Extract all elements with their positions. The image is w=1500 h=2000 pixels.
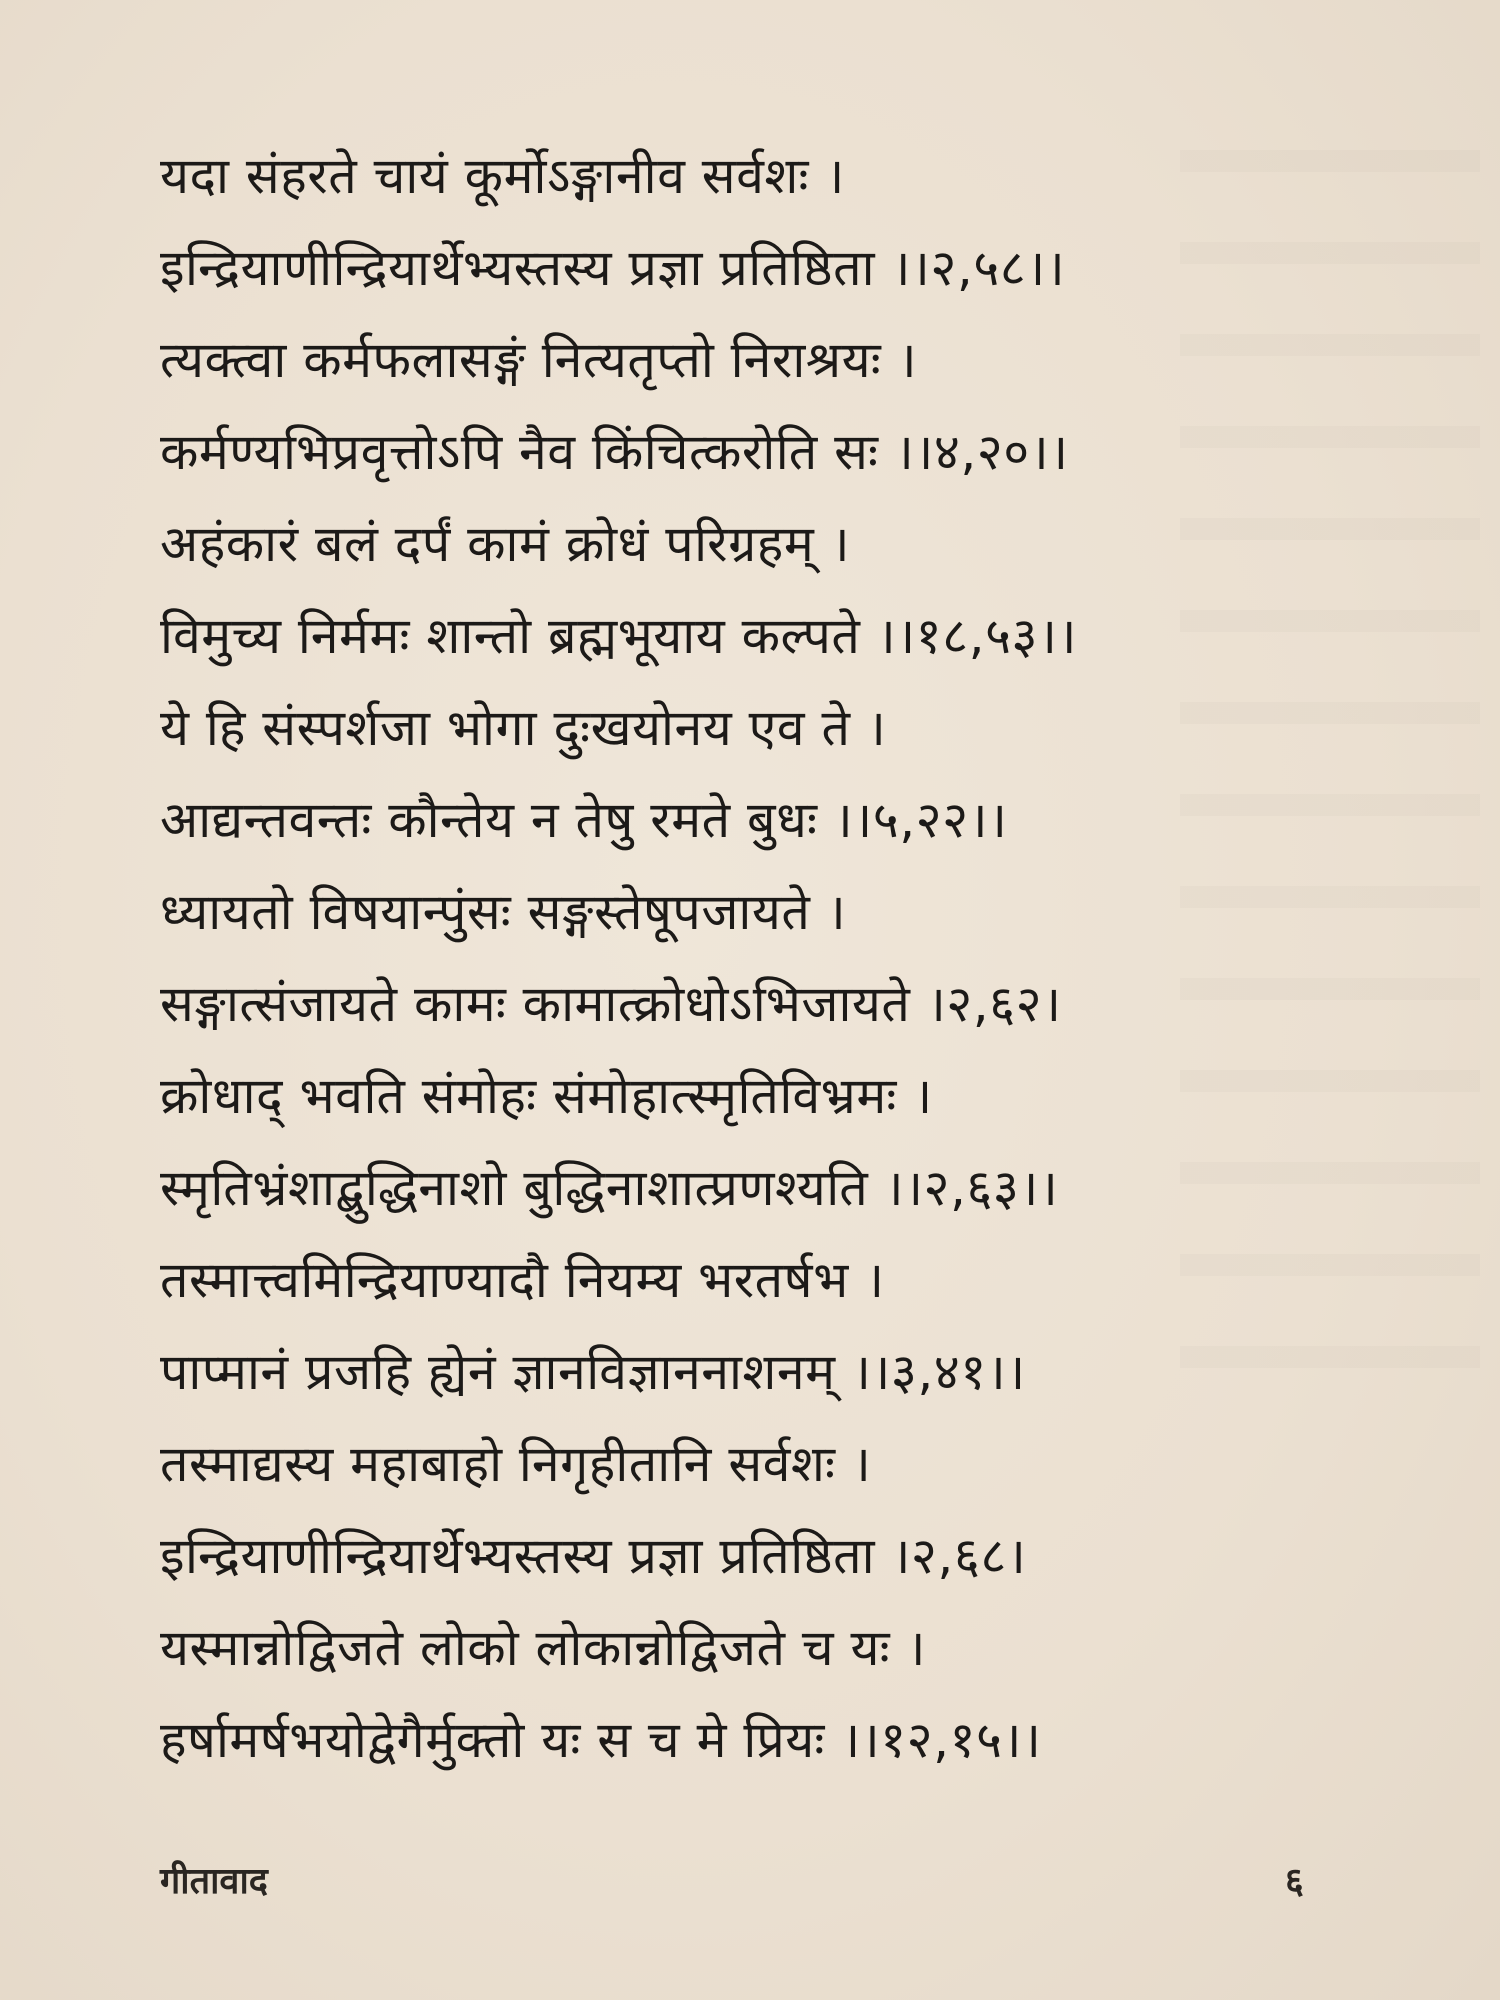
verse-line: इन्द्रियाणीन्द्रियार्थेभ्यस्तस्य प्रज्ञा प्रतिष्ठिता ।।२,५८।।: [160, 239, 1066, 297]
verse-line: ध्यायतो विषयान्पुंसः सङ्गस्तेषूपजायते ।: [160, 883, 847, 941]
verse-line: तस्माद्यस्य महाबाहो निगृहीतानि सर्वशः ।: [160, 1435, 872, 1493]
verse-line: आद्यन्तवन्तः कौन्तेय न तेषु रमते बुधः ।।५,२२।।: [160, 791, 1008, 849]
verse-line: पाप्मानं प्रजहि ह्येनं ज्ञानविज्ञाननाशनम् ।।३,४१।।: [160, 1343, 1026, 1401]
verse-line: यदा संहरते चायं कूर्मोऽङ्गानीव सर्वशः ।: [160, 147, 845, 205]
running-footer-title: गीतावाद: [160, 1861, 268, 1902]
verse-line: विमुच्य निर्ममः शान्तो ब्रह्मभूयाय कल्पते ।।१८,५३।।: [160, 607, 1077, 665]
verse-line: सङ्गात्संजायते कामः कामात्क्रोधोऽभिजायते ।२,६२।: [160, 975, 1062, 1033]
verse-line: ये हि संस्पर्शजा भोगा दुःखयोनय एव ते ।: [160, 699, 887, 757]
page-number: ६: [1285, 1861, 1304, 1902]
verse-line: क्रोधाद् भवति संमोहः संमोहात्स्मृतिविभ्रमः ।: [160, 1067, 933, 1125]
verse-line: यस्मान्नोद्विजते लोको लोकान्नोद्विजते च यः ।: [160, 1619, 926, 1677]
verse-line: अहंकारं बलं दर्पं कामं क्रोधं परिग्रहम् ।: [160, 515, 851, 573]
verse-block: [160, 130, 1360, 1786]
verse-line: तस्मात्त्वमिन्द्रियाण्यादौ नियम्य भरतर्षभ ।: [160, 1251, 885, 1309]
verse-line: इन्द्रियाणीन्द्रियार्थेभ्यस्तस्य प्रज्ञा प्रतिष्ठिता ।२,६८।: [160, 1527, 1027, 1585]
verse-line: हर्षामर्षभयोद्वेगैर्मुक्तो यः स च मे प्रियः ।।१२,१५।।: [160, 1711, 1042, 1769]
verse-line: कर्मण्यभिप्रवृत्तोऽपि नैव किंचित्करोति सः ।।४,२०।।: [160, 423, 1069, 481]
verse-line: त्यक्त्वा कर्मफलासङ्गं नित्यतृप्तो निराश्रयः ।: [160, 331, 918, 389]
verse-line: स्मृतिभ्रंशाद्बुद्धिनाशो बुद्धिनाशात्प्रणश्यति ।।२,६३।।: [160, 1159, 1059, 1217]
